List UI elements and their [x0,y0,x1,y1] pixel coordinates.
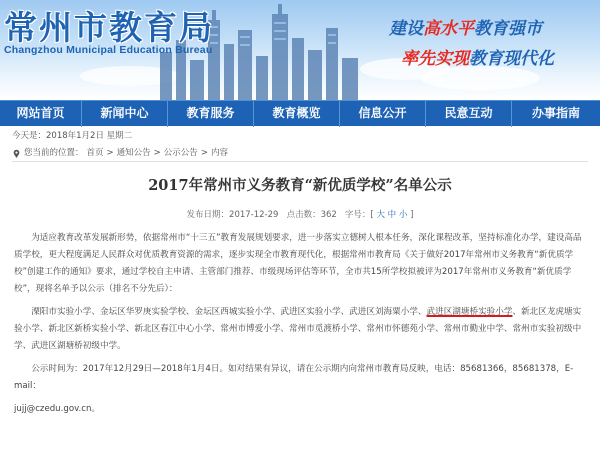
font-size-large-link[interactable]: 大 [376,210,385,220]
slogan2-post: 教育现代化 [469,49,554,69]
paragraph-intro: 为适应教育改革发展新形势，依据常州市“十三五”教育发展规划要求，进一步落实立德树人根本任务，深化课程改革，坚持标准化办学，建设高品质学校，更大程度满足人民群众对优质教育资源的需求，逐步实现全市教育现代化，根据常州市教育局《关于做好2017年常州市义务教育“新优质学校”创建工作的通知》要求，通过学校自主申请、主管部门推荐、市级现场评估等环节，全市共15所学校拟被评为2017年常州市义务教育“新优质学校”，现将名单予以公示（排名不分先后）： [14,233,582,294]
font-size-small-link[interactable]: 小 [398,210,408,220]
breadcrumb-sep: > [106,148,114,158]
school-list-part2: 、新北区龙虎塘实验小学、新北区新桥实验小学、新北区春江中心小学、常州市博爱小学、常州市觅渡桥小学、常州市怀德苑小学、常州市勤业中学、常州市实验初级中学、武进区湖塘桥初级中学。 [14,307,582,351]
main-nav [0,100,600,126]
breadcrumb-sep: > [153,148,161,158]
slogan-line-1 [389,14,542,39]
font-size-medium-link[interactable]: 中 [387,210,397,220]
date-bar: 今天是：2018年1月2日 星期二 [12,131,133,141]
nav-item-overview[interactable]: 教育概览 [254,101,340,127]
article-title: 2017年常州市义务教育“新优质学校”名单公示 [148,177,452,194]
article-meta: 发布日期：2017-12-29 点击数：362 字号：[ 大 中 小 ] [186,210,414,220]
contact-email[interactable]: jujj@czedu.gov.cn。 [14,404,100,414]
slogan-line-2 [401,44,554,69]
nav-item-news[interactable]: 新闻中心 [82,101,168,127]
school-list-part1: 溧阳市实验小学、金坛区华罗庚实验学校、金坛区西城实验小学、武进区实验小学、武进区刘海粟小学、 [31,307,427,317]
school-list-highlighted: 武进区湖塘桥实验小学 [426,307,513,317]
breadcrumb [12,146,588,162]
breadcrumb-home[interactable]: 首页 [86,148,104,158]
paragraph-notice-period: 公示时间为：2017年12月29日—2018年1月4日。如对结果有异议，请在公示期内向常州市教育局反映，电话：85681366，85681378，E-mail： [14,364,574,391]
slogan2-highlight: 率先实现 [401,49,469,69]
location-pin-icon [12,149,21,158]
nav-item-services[interactable]: 教育服务 [168,101,254,127]
font-size-label: 字号： [344,210,371,220]
site-title: 常州市教育局 [4,8,214,47]
nav-item-disclosure[interactable]: 信息公开 [340,101,426,127]
slogan1-highlight: 高水平 [423,19,474,39]
paragraph-school-list [14,304,588,355]
slogan1-pre: 建设 [389,19,423,39]
breadcrumb-announcements[interactable]: 公示公告 [163,148,198,158]
slogan1-post: 教育强市 [474,19,542,39]
nav-item-interaction[interactable]: 民意互动 [426,101,512,127]
breadcrumb-notices[interactable]: 通知公告 [116,148,151,158]
publish-date: 发布日期：2017-12-29 [186,210,279,220]
cloud-shape [420,66,540,90]
site-subtitle: Changzhou Municipal Education Bureau [4,44,213,56]
nav-item-home[interactable]: 网站首页 [0,101,82,127]
nav-item-guide[interactable]: 办事指南 [531,106,580,120]
view-count: 点击数：362 [286,210,337,220]
header-banner [0,0,600,100]
breadcrumb-prefix: 您当前的位置： [24,148,84,158]
breadcrumb-sep: > [200,148,208,158]
article-body [14,230,588,424]
breadcrumb-content: 内容 [210,148,228,158]
